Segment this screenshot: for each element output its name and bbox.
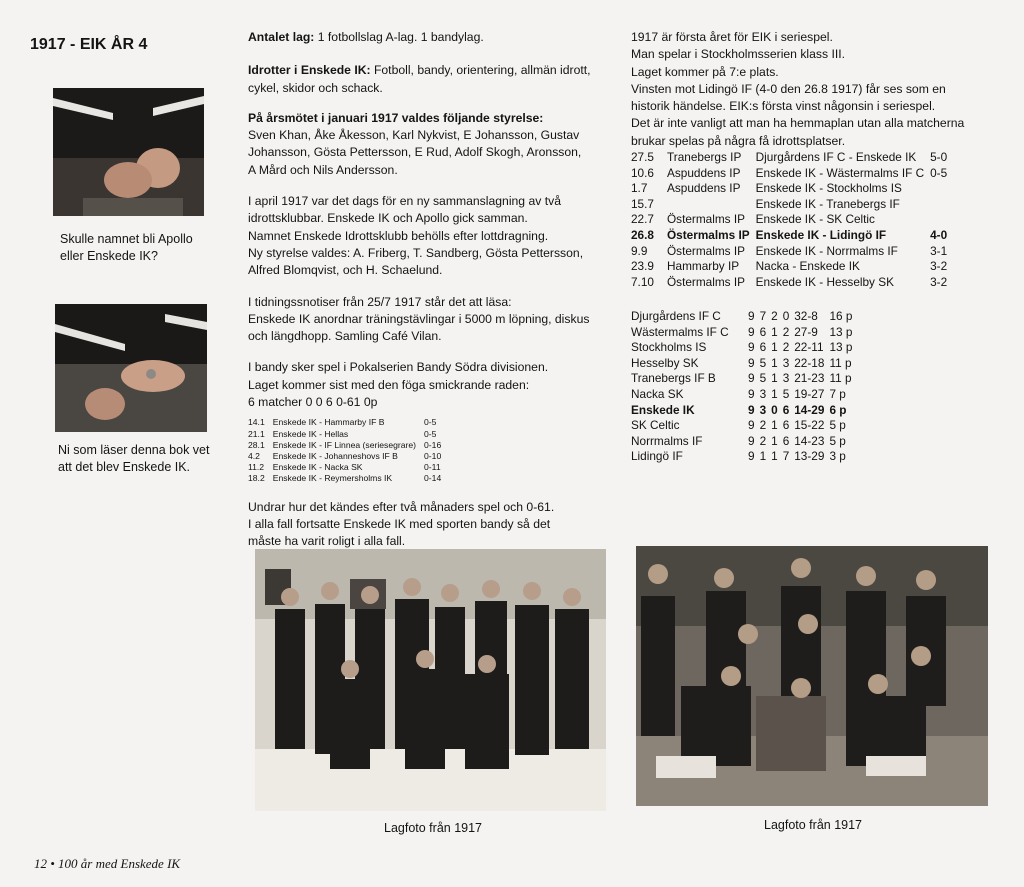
- result-date: 11.2: [248, 462, 265, 473]
- fixture-match: Enskede IK - Stockholms IS: [755, 181, 902, 196]
- result-date: 18.2: [248, 473, 265, 484]
- fixture-venue: Östermalms IP: [667, 243, 745, 258]
- standing-goals: 27-9: [794, 324, 818, 339]
- sports-text: Fotboll, bandy, orientering, allmän idrott,: [370, 63, 591, 78]
- table-row: [631, 325, 857, 341]
- standing-w: 3: [759, 402, 767, 417]
- fixture-score: 5-0: [930, 150, 948, 164]
- board-heading: På årsmötet i januari 1917 valdes följande styrelse:: [248, 110, 544, 125]
- standing-team: Tranebergs IF B: [631, 371, 716, 386]
- fixture-venue: Östermalms IP: [667, 274, 745, 289]
- table-row: [248, 451, 449, 462]
- fixture-match: Djurgårdens IF C - Enskede IK: [755, 150, 917, 164]
- fixture-date: 23.9: [631, 259, 654, 274]
- fixture-date: 15.7: [631, 196, 654, 211]
- standing-goals: 22-11: [794, 340, 824, 355]
- table-row: [631, 340, 857, 356]
- result-match: Enskede IK - Hammarby IF B: [272, 417, 385, 428]
- standing-p: 9: [748, 433, 755, 448]
- standing-d: 2: [771, 309, 778, 323]
- fixture-venue: Tranebergs IP: [667, 150, 742, 164]
- standing-w: 5: [759, 371, 767, 386]
- fixture-score: 4-0: [930, 227, 948, 242]
- table-row: [631, 259, 953, 275]
- standing-p: 9: [748, 386, 755, 401]
- board-line: Sven Khan, Åke Åkesson, Karl Nykvist, E Johansson, Gustav: [248, 128, 580, 143]
- standing-team: Lidingö IF: [631, 449, 683, 464]
- standing-l: 3: [782, 355, 790, 370]
- table-row: [631, 403, 857, 419]
- standing-l: 7: [782, 449, 790, 464]
- bandy-record: 6 matcher 0 0 6 0-61 0p: [248, 395, 378, 410]
- standing-goals: 21-23: [794, 371, 825, 386]
- standing-w: 6: [759, 340, 767, 355]
- result-date: 28.1: [248, 439, 265, 450]
- standing-p: 9: [748, 418, 755, 433]
- bandy-line: Laget kommer sist med den föga smickrande raden:: [248, 377, 530, 392]
- table-row: [631, 371, 857, 387]
- bandy-line: I bandy sker spel i Pokalserien Bandy Södra divisionen.: [248, 360, 549, 375]
- middle-column: [248, 29, 618, 550]
- fixture-score: 0-5: [930, 165, 948, 180]
- table-row: [248, 429, 449, 440]
- intro-line: Vinsten mot Lidingö IF (4-0 den 26.8 1917) får ses som en: [631, 81, 946, 96]
- result-score: 0-5: [424, 428, 437, 439]
- standing-w: 2: [759, 418, 767, 433]
- standing-l: 3: [782, 371, 790, 386]
- result-date: 14.1: [248, 417, 265, 428]
- intro-line: historik händelse. EIK:s första vinst någonsin i seriespel.: [631, 99, 936, 114]
- result-match: Enskede IK - Nacka SK: [272, 462, 363, 473]
- result-match: Enskede IK - Reymersholms IK: [272, 473, 393, 484]
- table-row: [631, 181, 953, 197]
- result-match: Enskede IK - IF Linnea (seriesegrare): [272, 439, 417, 450]
- clasped-hands-image: [53, 88, 204, 216]
- standing-d: 1: [771, 355, 778, 370]
- standing-w: 5: [759, 355, 767, 370]
- standing-team: Enskede IK: [631, 402, 695, 417]
- fixture-venue: Östermalms IP: [667, 227, 750, 242]
- bandy-results-table: [248, 417, 449, 484]
- fixture-date: 22.7: [631, 212, 654, 227]
- page-footer: 12 • 100 år med Enskede IK: [34, 856, 181, 871]
- table-row: [631, 275, 953, 291]
- table-row: [631, 449, 857, 465]
- table-row: [631, 244, 953, 260]
- result-score: 0-14: [424, 473, 442, 484]
- standing-p: 9: [748, 449, 755, 464]
- standings-table: [631, 309, 857, 465]
- fixture-venue: Hammarby IP: [667, 259, 740, 274]
- standing-w: 7: [759, 309, 767, 323]
- table-row: [248, 473, 449, 484]
- page-title: 1917 - EIK ÅR 4: [30, 36, 148, 53]
- news-line: Enskede IK anordnar träningstävlingar i 5000 m löpning, diskus: [248, 311, 590, 326]
- table-row: [631, 150, 953, 166]
- photo-open-hand: [55, 304, 207, 432]
- open-hand-image: [55, 304, 207, 432]
- fixture-score: [930, 197, 953, 213]
- news-line: och längdhopp. Samling Café Vilan.: [248, 329, 442, 344]
- standing-team: Nacka SK: [631, 386, 684, 401]
- table-row: [631, 387, 857, 403]
- bandy-team-image: [255, 549, 606, 811]
- standing-pts: 6 p: [829, 402, 847, 417]
- fixture-match: Enskede IK - Lidingö IF: [755, 227, 887, 242]
- standing-pts: 11 p: [829, 355, 852, 370]
- standing-w: 3: [759, 386, 767, 401]
- result-score: 0-5: [424, 417, 437, 428]
- standing-w: 2: [759, 433, 767, 448]
- fixture-score: 3-2: [930, 259, 948, 274]
- fixture-score: [930, 212, 953, 228]
- standing-d: 1: [771, 371, 778, 386]
- fixture-match: Enskede IK - Wästermalms IF C: [755, 165, 925, 180]
- table-row: [631, 166, 953, 182]
- standing-goals: 13-29: [794, 449, 825, 464]
- standing-d: 0: [771, 402, 778, 417]
- team-count-label: Antalet lag:: [248, 30, 315, 44]
- fixture-match: Enskede IK - Tranebergs IF: [755, 196, 900, 211]
- closing-line: Undrar hur det kändes efter två månaders spel och 0-61.: [248, 499, 555, 514]
- standing-l: 6: [782, 402, 790, 417]
- caption-line: Ni som läser denna bok vet: [58, 443, 210, 457]
- standing-w: 6: [759, 324, 767, 339]
- standing-p: 9: [748, 355, 755, 370]
- standing-p: 9: [748, 402, 755, 417]
- caption-line: att det blev Enskede IK.: [58, 460, 191, 474]
- sports-paragraph: [248, 62, 618, 79]
- standing-pts: 7 p: [829, 386, 846, 401]
- fixture-venue: Aspuddens IP: [667, 181, 741, 196]
- fixture-date: 26.8: [631, 227, 654, 242]
- merger-line: I april 1917 var det dags för en ny sammanslagning av två: [248, 194, 561, 209]
- standing-l: 0: [782, 309, 790, 323]
- standing-p: 9: [748, 309, 755, 323]
- fixture-date: 1.7: [631, 181, 648, 196]
- fixture-date: 27.5: [631, 150, 654, 164]
- fixture-venue: Aspuddens IP: [667, 165, 741, 180]
- closing-line: måste ha varit roligt i alla fall.: [248, 534, 406, 549]
- table-row: [248, 440, 449, 451]
- table-row: [248, 417, 449, 428]
- intro-line: Laget kommer på 7:e plats.: [631, 64, 779, 79]
- table-row: [631, 228, 953, 244]
- standing-l: 2: [782, 340, 790, 355]
- standing-pts: 5 p: [829, 418, 846, 433]
- standing-p: 9: [748, 371, 755, 386]
- table-row: [631, 197, 953, 213]
- table-row: [631, 418, 857, 434]
- table-row: [631, 434, 857, 450]
- fixture-venue: Östermalms IP: [667, 212, 745, 227]
- team-photo-caption-1: Lagfoto från 1917: [384, 821, 482, 835]
- standing-l: 2: [782, 324, 790, 339]
- standing-l: 6: [782, 418, 790, 433]
- fixture-match: Enskede IK - Hesselby SK: [755, 274, 894, 289]
- photo-caption-1: [60, 231, 193, 265]
- result-date: 21.1: [248, 428, 265, 439]
- standing-d: 1: [771, 433, 778, 448]
- team-photo-caption-2: Lagfoto från 1917: [764, 818, 862, 832]
- intro-line: brukar spelas på några få idrottsplatser.: [631, 133, 846, 148]
- standing-l: 5: [782, 386, 790, 401]
- fixture-date: 9.9: [631, 243, 648, 258]
- board-line: Johansson, Gösta Pettersson, E Rud, Adolf Skogh, Aronsson,: [248, 145, 582, 160]
- standing-pts: 16 p: [829, 309, 853, 323]
- standing-goals: 15-22: [794, 418, 825, 433]
- standing-team: Djurgårdens IF C: [631, 309, 721, 323]
- standing-goals: 14-23: [794, 433, 825, 448]
- standing-d: 1: [771, 324, 778, 339]
- fixture-match: Nacka - Enskede IK: [755, 259, 860, 274]
- merger-line: Ny styrelse valdes: A. Friberg, T. Sandberg, Gösta Pettersson,: [248, 245, 584, 260]
- fixture-match: Enskede IK - Norrmalms IF: [755, 243, 898, 258]
- standing-team: Stockholms IS: [631, 340, 707, 355]
- fixture-score: 3-1: [930, 243, 948, 258]
- standing-pts: 3 p: [829, 449, 846, 464]
- standing-d: 1: [771, 340, 778, 355]
- standing-team: Norrmalms IF: [631, 433, 703, 448]
- standing-p: 9: [748, 340, 755, 355]
- result-match: Enskede IK - Hellas: [272, 428, 349, 439]
- standing-pts: 11 p: [829, 371, 852, 386]
- photo-caption-2: [58, 442, 209, 476]
- caption-line: Skulle namnet bli Apollo: [60, 232, 193, 246]
- standing-pts: 5 p: [829, 433, 846, 448]
- merger-line: idrottsklubbar. Enskede IK och Apollo gick samman.: [248, 211, 528, 226]
- standing-goals: 14-29: [794, 402, 825, 417]
- fixture-match: Enskede IK - SK Celtic: [755, 212, 875, 227]
- closing-line: I alla fall fortsatte Enskede IK med sporten bandy så det: [248, 516, 551, 531]
- intro-line: Man spelar i Stockholmsserien klass III.: [631, 47, 846, 62]
- standing-team: SK Celtic: [631, 418, 680, 433]
- intro-line: Det är inte vanligt att man ha hemmaplan utan alla matcherna: [631, 116, 965, 131]
- standing-pts: 13 p: [829, 324, 853, 339]
- standing-l: 6: [782, 433, 790, 448]
- standing-d: 1: [771, 386, 778, 401]
- result-score: 0-10: [424, 450, 442, 461]
- fixture-date: 10.6: [631, 165, 654, 180]
- standing-d: 1: [771, 418, 778, 433]
- table-row: [631, 309, 857, 325]
- fixture-date: 7.10: [631, 274, 654, 289]
- caption-line: eller Enskede IK?: [60, 249, 158, 263]
- standing-goals: 32-8: [794, 309, 818, 323]
- standing-team: Wästermalms IF C: [631, 324, 729, 339]
- result-score: 0-16: [424, 439, 442, 450]
- result-score: 0-11: [424, 462, 441, 473]
- standing-p: 9: [748, 324, 755, 339]
- result-match: Enskede IK - Johanneshovs IF B: [272, 450, 398, 461]
- fixtures-table: [631, 150, 953, 290]
- table-row: [248, 462, 449, 473]
- team-photo-football: [636, 546, 988, 806]
- fixture-venue: [667, 197, 756, 213]
- standing-w: 1: [759, 449, 767, 464]
- table-row: [631, 212, 953, 228]
- fixture-score: 3-2: [930, 274, 948, 289]
- fixture-score: [930, 181, 953, 197]
- standing-goals: 19-27: [794, 386, 825, 401]
- standing-team: Hesselby SK: [631, 355, 699, 370]
- merger-line: Namnet Enskede Idrottsklubb behölls efter lottdragning.: [248, 228, 549, 243]
- sports-text-line2: cykel, skidor och schack.: [248, 80, 383, 95]
- team-count: [248, 29, 618, 46]
- team-count-text: 1 fotbollslag A-lag. 1 bandylag.: [314, 30, 484, 44]
- result-date: 4.2: [248, 450, 260, 461]
- sports-label: Idrotter i Enskede IK:: [248, 63, 371, 78]
- football-team-image: [636, 546, 988, 806]
- news-line: I tidningssnotiser från 25/7 1917 står det att läsa:: [248, 294, 512, 309]
- right-intro: [631, 29, 1011, 150]
- board-line: A Mård och Nils Andersson.: [248, 162, 398, 177]
- photo-clasped-hands: [53, 88, 204, 216]
- standing-goals: 22-18: [794, 355, 825, 370]
- standing-d: 1: [771, 449, 778, 464]
- team-photo-bandy: [255, 549, 606, 811]
- intro-line: 1917 är första året för EIK i seriespel.: [631, 30, 833, 44]
- merger-line: Alfred Blomqvist, och H. Schaelund.: [248, 263, 443, 278]
- standing-pts: 13 p: [829, 340, 853, 355]
- table-row: [631, 356, 857, 372]
